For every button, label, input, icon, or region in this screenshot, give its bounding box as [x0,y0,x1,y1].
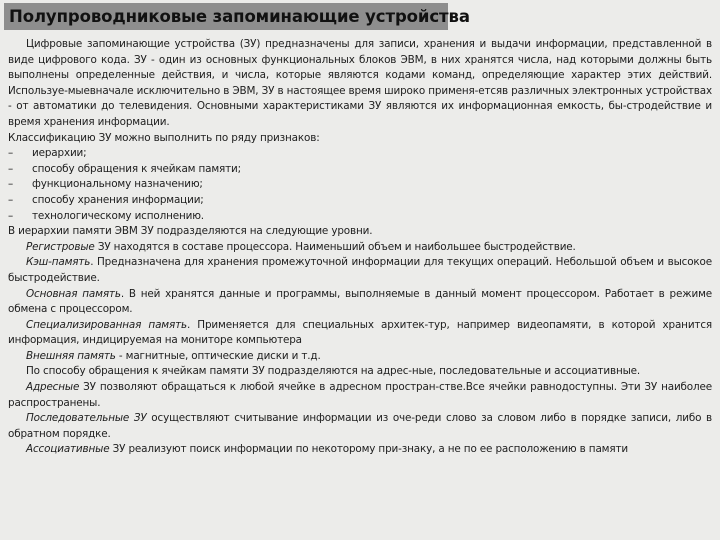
external-term: Внешняя память [26,349,116,362]
access-intro: По способу обращения к ячейкам памяти ЗУ подразделяются на адрес-ные, последовательные и ассоциативные. [26,365,641,378]
page-title: Полупроводниковые запоминающие устройства [9,7,470,26]
sequential-paragraph [8,411,712,442]
list-item-text: функциональному назначению; [32,178,203,191]
cache-paragraph [8,255,712,286]
text-body [8,37,712,458]
list-item-text: способу хранения информации; [32,193,204,206]
dash-marker: – [8,162,14,175]
main-memory-term: Основная память [26,287,121,300]
intro-paragraph: Цифровые запоминающие устройства (ЗУ) предназначены для записи, хранения и выдачи информации, представленной в виде цифрового кода. ЗУ - один из основных функциональных блоков ЭВМ, в них хранятся числа, над которыми должны быть выполнены определенные действия, и числа, которые являются кодами команд, определяющие характер этих действий. Используе-мыевначале исключительно в ЭВМ, ЗУ в настоящее время широко применя-етсяв различных электронных устройствах - от автоматики до телевидения. Основными характеристиками ЗУ являются их информационная емкость, бы-стродействие и время хранения информации. [8,38,712,128]
list-item [8,146,712,162]
dash-marker: – [8,209,14,222]
list-item-text: способу обращения к ячейкам памяти; [32,162,242,175]
registers-term: Регистровые [26,240,95,253]
dash-marker: – [8,178,14,191]
title-bar [4,3,470,30]
list-item-text: иерархии; [32,147,87,160]
cache-text: . Предназначена для хранения промежуточной информации для текущих операций. Небольшой объем и высокое быстродействие. [8,256,712,284]
list-item [8,162,712,178]
list-item [8,209,712,225]
associative-text: ЗУ реализуют поиск информации по некоторому при-знаку, а не по ее расположению в памяти [109,443,628,456]
associative-term: Ассоциативные [26,443,110,456]
dash-marker: – [8,147,14,160]
address-text: ЗУ позволяют обращаться к любой ячейке в адресном простран-стве.Все ячейки равнодоступны. Эти ЗУ наиболее распространены. [8,381,712,409]
registers-text: ЗУ находятся в составе процессора. Наименьший объем и наибольшее быстродействие. [94,240,576,253]
external-text: - магнитные, оптические диски и т.д. [115,349,321,362]
list-item [8,177,712,193]
main-memory-text: . В ней хранятся данные и программы, выполняемые в данный момент процессором. Работает в режиме обмена с процессором. [8,287,712,316]
registers-paragraph [8,240,712,256]
classification-intro: Классификацию ЗУ можно выполнить по ряду признаков: [8,131,320,144]
list-item [8,193,712,209]
cache-term: Кэш-память [26,256,91,269]
specialized-paragraph [8,318,712,349]
external-paragraph [8,349,712,365]
associative-paragraph [8,442,712,458]
sequential-term: Последовательные ЗУ [26,412,147,425]
main-memory-paragraph [8,287,712,318]
list-item-text: технологическому исполнению. [32,209,204,222]
specialized-term: Специализированная память [26,318,187,331]
address-paragraph [8,380,712,411]
dash-marker: – [8,193,14,206]
sequential-text: осуществляют считывание информации из оче-реди слово за словом либо в порядке записи, либо в обратном порядке. [8,412,712,440]
address-term: Адресные [26,381,80,394]
hierarchy-intro: В иерархии памяти ЭВМ ЗУ подразделяются на следующие уровни. [8,225,373,238]
specialized-text: . Применяется для специальных архитек-тур, например видеопамяти, в которой хранится информация, индицируемая на мониторе компьютера [8,318,712,347]
